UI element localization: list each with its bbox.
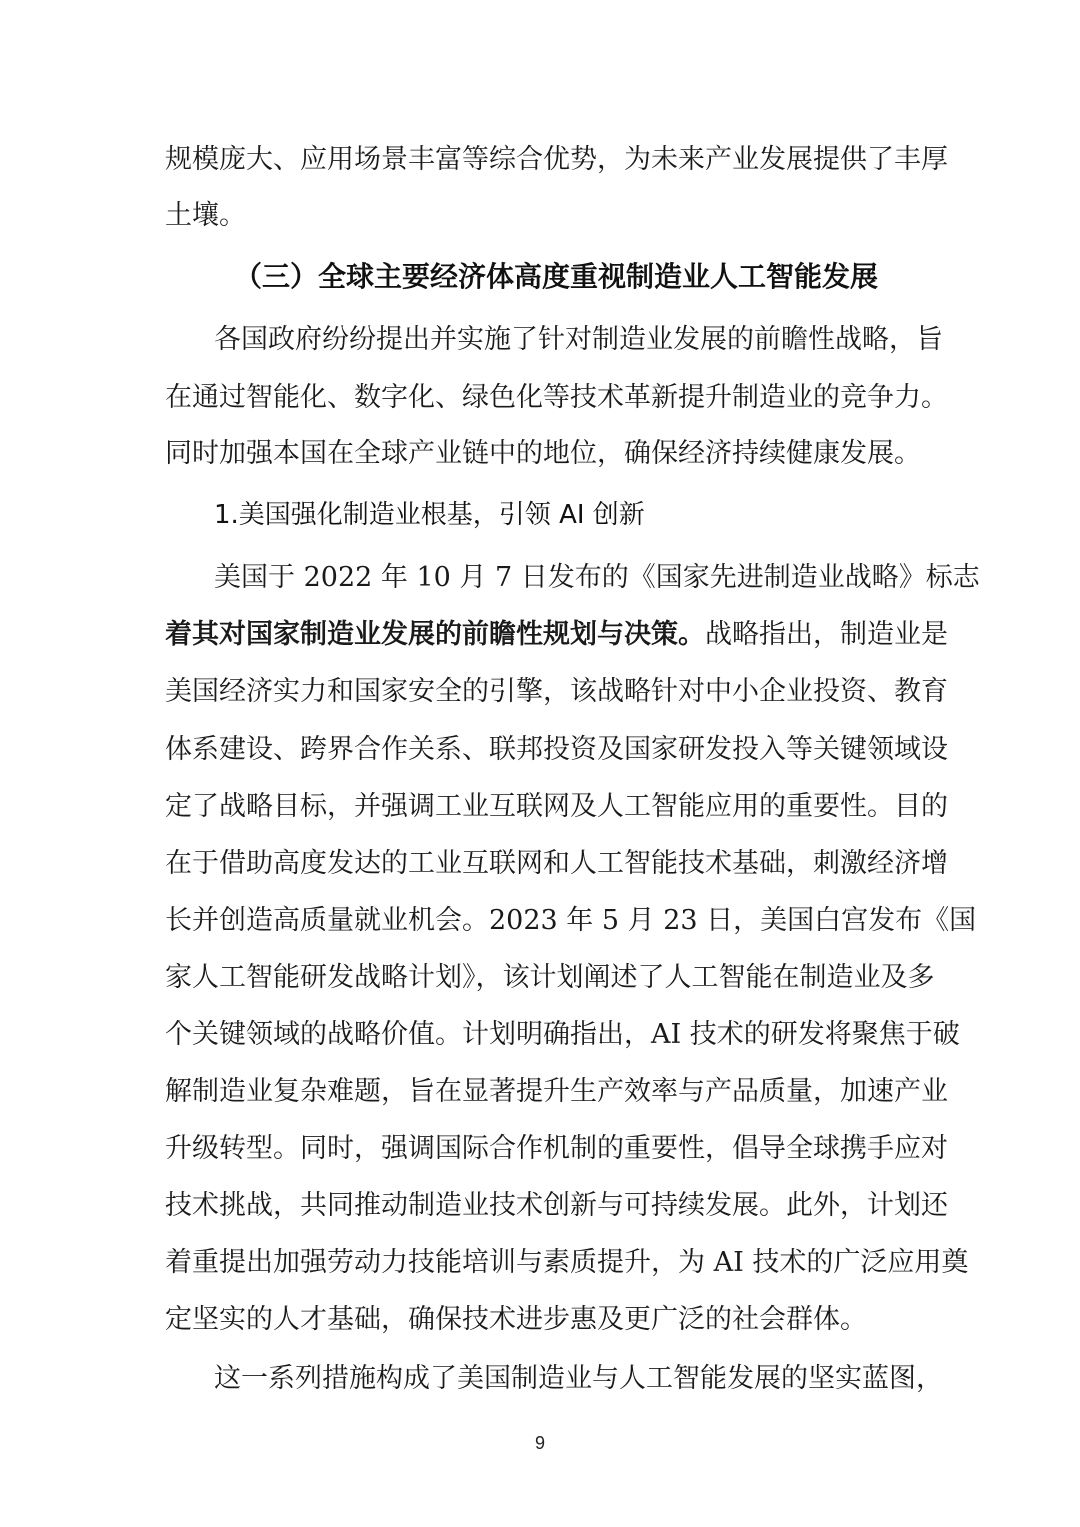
body-text-line: 解制造业复杂难题，旨在显著提升生产效率与产品质量，加速产业 <box>165 1076 948 1107</box>
body-text-line: 在于借助高度发达的工业互联网和人工智能技术基础，刺激经济增 <box>165 848 948 879</box>
page-number: 9 <box>534 1433 545 1453</box>
body-text-line: 同时加强本国在全球产业链中的地位，确保经济持续健康发展。 <box>165 438 921 469</box>
body-text-line: 家人工智能研发战略计划》，该计划阐述了人工智能在制造业及多 <box>165 962 935 993</box>
body-text-line: 长并创造高质量就业机会。2023 年 5 月 23 日，美国白宫发布《国 <box>165 905 977 936</box>
body-text-line: 体系建设、跨界合作关系、联邦投资及国家研发投入等关键领域设 <box>165 734 948 765</box>
body-text-line: 着重提出加强劳动力技能培训与素质提升，为 AI 技术的广泛应用奠 <box>165 1247 969 1278</box>
body-text-line: 规模庞大、应用场景丰富等综合优势，为未来产业发展提供了丰厚 <box>165 144 948 175</box>
body-text-line: 个关键领域的战略价值。计划明确指出，AI 技术的研发将聚焦于破 <box>165 1019 960 1050</box>
body-text-line: 各国政府纷纷提出并实施了针对制造业发展的前瞻性战略，旨 <box>214 324 943 355</box>
body-text-line: 升级转型。同时，强调国际合作机制的重要性，倡导全球携手应对 <box>165 1133 948 1164</box>
body-text-line: 土壤。 <box>165 200 246 231</box>
subsection-heading: 1.美国强化制造业根基，引领 AI 创新 <box>214 500 645 530</box>
section-heading: （三）全球主要经济体高度重视制造业人工智能发展 <box>234 260 879 293</box>
body-text-line: 技术挑战，共同推动制造业技术创新与可持续发展。此外，计划还 <box>165 1190 948 1221</box>
bold-phrase: 着其对国家制造业发展的前瞻性规划与决策。 <box>165 619 705 650</box>
body-text-line-mixed <box>165 617 948 653</box>
body-text-line: 定坚实的人才基础，确保技术进步惠及更广泛的社会群体。 <box>165 1304 867 1335</box>
body-text-line: 美国经济实力和国家安全的引擎，该战略针对中小企业投资、教育 <box>165 676 948 707</box>
body-text-line: 这一系列措施构成了美国制造业与人工智能发展的坚实蓝图， <box>214 1363 943 1394</box>
body-text-run: 战略指出，制造业是 <box>705 619 948 650</box>
body-text-line: 定了战略目标，并强调工业互联网及人工智能应用的重要性。目的 <box>165 791 948 822</box>
body-text-line: 美国于 2022 年 10 月 7 日发布的《国家先进制造业战略》标志 <box>214 562 980 593</box>
body-text-line: 在通过智能化、数字化、绿色化等技术革新提升制造业的竞争力。 <box>165 382 948 413</box>
